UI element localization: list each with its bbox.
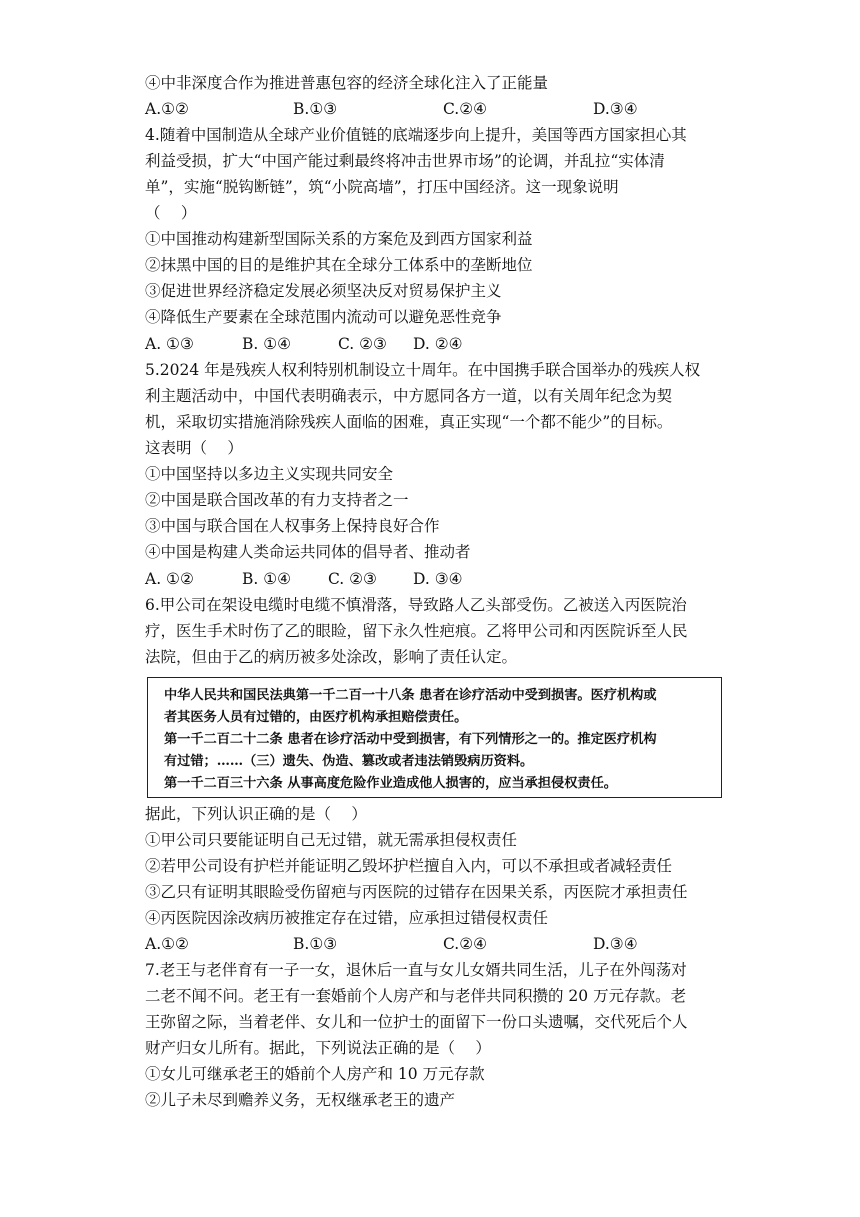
civil-code-line-3: 第一千二百二十二条 患者在诊疗活动中受到损害，有下列情形之一的。推定医疗机构: [164, 732, 657, 747]
q6-stem-line-2: 疗，医生手术时伤了乙的眼睑，留下永久性疤痕。乙将甲公司和丙医院诉至人民: [145, 622, 688, 640]
q5-stem-line-1: 5.2024 年是残疾人权利特别机制设立十周年。在中国携手联合国举办的残疾人权: [145, 361, 701, 379]
q6-statement-1: ①甲公司只要能证明自己无过错，就无需承担侵权责任: [145, 831, 518, 849]
q6-option-c: C.②④: [443, 935, 488, 953]
q6-statement-3: ③乙只有证明其眼睑受伤留疤与丙医院的过错存在因果关系，丙医院才承担责任: [145, 883, 688, 901]
q4-statement-3: ③促进世界经济稳定发展必须坚决反对贸易保护主义: [145, 282, 502, 300]
q6-statement-2: ②若甲公司设有护栏并能证明乙毁坏护栏擅自入内，可以不承担或者减轻责任: [145, 857, 673, 875]
q6-option-b: B.①③: [293, 935, 338, 953]
q3-statement-4: ④中非深度合作为推进普惠包容的经济全球化注入了正能量: [145, 74, 549, 92]
q5-statement-4: ④中国是构建人类命运共同体的倡导者、推动者: [145, 543, 471, 561]
q5-stem-line-3: 机，采取切实措施消除残疾人面临的困难，真正实现“一个都不能少”的目标。: [145, 413, 673, 431]
q7-statement-1: ①女儿可继承老王的婚前个人房产和 10 万元存款: [145, 1065, 485, 1083]
q6-statement-4: ④丙医院因涂改病历被推定存在过错，应承担过错侵权责任: [145, 909, 549, 927]
civil-code-line-4: 有过错；……（三）遗失、伪造、篡改或者违法销毁病历资料。: [164, 754, 534, 769]
q4-statement-4: ④降低生产要素在全球范围内流动可以避免恶性竞争: [145, 308, 502, 326]
q4-option-c: C. ②③: [338, 335, 387, 353]
q6-option-d: D.③④: [593, 935, 638, 953]
q4-stem-line-1: 4.随着中国制造从全球产业价值链的底端逐步向上提升，美国等西方国家担心其: [145, 126, 687, 144]
q5-option-a: A. ①②: [145, 570, 194, 588]
q4-statement-2: ②抹黑中国的目的是维护其在全球分工体系中的垄断地位: [145, 256, 533, 274]
q5-statement-3: ③中国与联合国在人权事务上保持良好合作: [145, 517, 440, 535]
q3-option-b: B.①③: [293, 100, 338, 118]
q5-statement-1: ①中国坚持以多边主义实现共同安全: [145, 465, 394, 483]
civil-code-line-1: 中华人民共和国民法典第一千二百一十八条 患者在诊疗活动中受到损害。医疗机构或: [164, 688, 657, 703]
q4-stem-line-2: 利益受损，扩大“中国产能过剩最终将冲击世界市场”的论调，并乱拉“实体清: [145, 152, 665, 170]
q6-options: [145, 934, 705, 954]
q7-stem-line-4: 财产归女儿所有。据此，下列说法正确的是（ ）: [145, 1039, 491, 1057]
q4-option-b: B. ①④: [242, 335, 292, 353]
q3-option-c: C.②④: [443, 100, 488, 118]
q6-stem-line-3: 法院，但由于乙的病历被多处涂改，影响了责任认定。: [145, 648, 518, 666]
q5-option-c: C. ②③: [328, 570, 377, 588]
q4-option-a: A. ①③: [145, 335, 194, 353]
q7-stem-line-2: 二老不闻不问。老王有一套婚前个人房产和与老伴共同积攒的 20 万元存款。老: [145, 987, 687, 1005]
q4-answer-bracket: （ ）: [145, 204, 197, 222]
q7-stem-line-1: 7.老王与老伴育有一子一女，退休后一直与女儿女婿共同生活，儿子在外闯荡对: [145, 961, 687, 979]
q4-option-d: D. ②④: [413, 335, 463, 353]
q4-stem-line-3: 单”，实施“脱钩断链”，筑“小院高墙”，打压中国经济。这一现象说明: [145, 178, 619, 196]
q4-options: [145, 334, 705, 354]
q7-stem-line-3: 王弥留之际，当着老伴、女儿和一位护士的面留下一份口头遗嘱，交代死后个人: [145, 1013, 688, 1031]
civil-code-line-2: 者其医务人员有过错的，由医疗机构承担赔偿责任。: [164, 710, 468, 725]
civil-code-line-5: 第一千二百三十六条 从事高度危险作业造成他人损害的，应当承担侵权责任。: [164, 776, 617, 791]
civil-code-excerpt-box: [147, 677, 722, 798]
q5-statement-2: ②中国是联合国改革的有力支持者之一: [145, 491, 409, 509]
q5-stem-line-2: 利主题活动中，中国代表明确表示，中方愿同各方一道，以有关周年纪念为契: [145, 387, 673, 405]
q7-statement-2: ②儿子未尽到赡养义务，无权继承老王的遗产: [145, 1091, 456, 1109]
q5-option-b: B. ①④: [242, 570, 292, 588]
q6-question: 据此，下列认识正确的是（ ）: [145, 805, 367, 823]
q6-option-a: A.①②: [145, 935, 189, 953]
q3-options: [145, 99, 705, 119]
q5-options: [145, 569, 705, 589]
q3-option-a: A.①②: [145, 100, 189, 118]
q5-option-d: D. ③④: [413, 570, 463, 588]
q5-stem-line-4: 这表明（ ）: [145, 439, 243, 457]
q4-statement-1: ①中国推动构建新型国际关系的方案危及到西方国家利益: [145, 230, 533, 248]
q3-option-d: D.③④: [593, 100, 638, 118]
q6-stem-line-1: 6.甲公司在架设电缆时电缆不慎滑落，导致路人乙头部受伤。乙被送入丙医院治: [145, 596, 687, 614]
